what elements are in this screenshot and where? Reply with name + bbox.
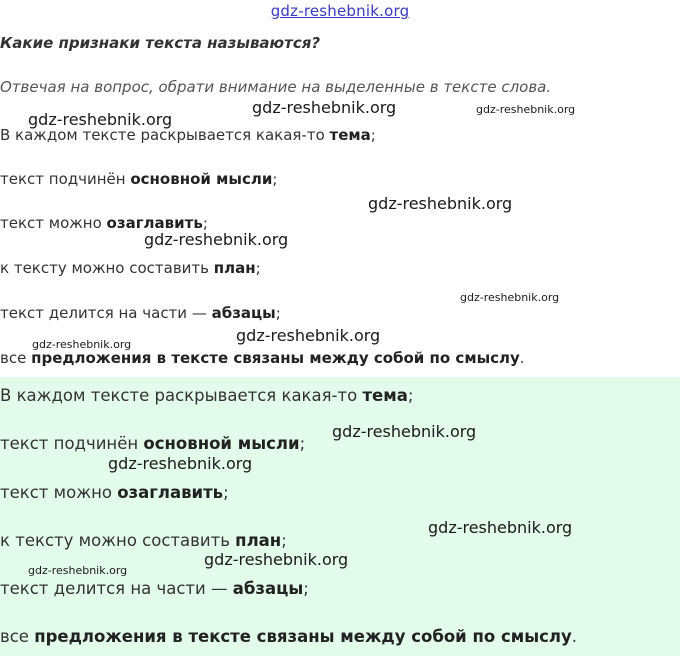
watermark: gdz-reshebnik.org [460, 291, 560, 304]
text-line-2: текст подчинён основной мысли; [0, 170, 278, 188]
answer-line-1: В каждом тексте раскрывается какая-то тема; [0, 386, 414, 405]
question-heading: Какие признаки текста называются? [0, 34, 321, 52]
text-line-3: текст можно озаглавить; [0, 214, 208, 232]
watermark: gdz-reshebnik.org [368, 194, 513, 213]
text-line-4: к тексту можно составить план; [0, 259, 261, 277]
answer-line-2: текст подчинён основной мысли; [0, 434, 306, 453]
watermark: gdz-reshebnik.org [28, 564, 128, 577]
watermark: gdz-reshebnik.org [332, 422, 477, 441]
answer-block [0, 377, 680, 656]
instruction-text: Отвечая на вопрос, обрати внимание на выделенные в тексте слова. [0, 78, 552, 96]
watermark: gdz-reshebnik.org [252, 98, 397, 117]
watermark: gdz-reshebnik.org [236, 326, 381, 345]
watermark: gdz-reshebnik.org [32, 338, 132, 351]
watermark: gdz-reshebnik.org [476, 103, 576, 116]
watermark: gdz-reshebnik.org [428, 518, 573, 537]
text-line-1: В каждом тексте раскрывается какая-то тема; [0, 126, 376, 144]
text-line-5: текст делится на части — абзацы; [0, 304, 281, 322]
answer-line-5: текст делится на части — абзацы; [0, 579, 309, 598]
site-link[interactable]: gdz-reshebnik.org [270, 2, 410, 20]
watermark: gdz-reshebnik.org [108, 454, 253, 473]
answer-line-4: к тексту можно составить план; [0, 531, 287, 550]
answer-line-6: все предложения в тексте связаны между собой по смыслу. [0, 627, 578, 646]
watermark: gdz-reshebnik.org [144, 230, 289, 249]
watermark: gdz-reshebnik.org [28, 110, 173, 129]
text-line-6: все предложения в тексте связаны между собой по смыслу. [0, 349, 525, 367]
watermark: gdz-reshebnik.org [204, 550, 349, 569]
answer-line-3: текст можно озаглавить; [0, 483, 229, 502]
